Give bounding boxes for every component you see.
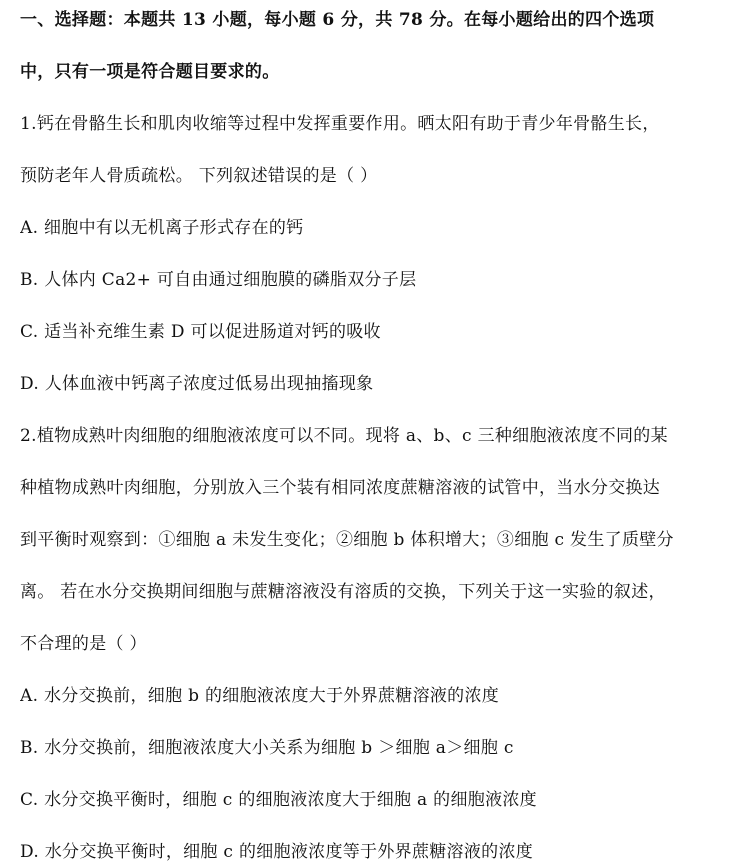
question-2-option-d: D. 水分交换平衡时，细胞 c 的细胞液浓度等于外界蔗糖溶液的浓度 xyxy=(20,842,534,862)
question-2-option-a: A. 水分交换前，细胞 b 的细胞液浓度大于外界蔗糖溶液的浓度 xyxy=(20,686,500,706)
question-1-option-c: C. 适当补充维生素 D 可以促进肠道对钙的吸收 xyxy=(20,322,381,342)
question-2-stem-line: 离。 若在水分交换期间细胞与蔗糖溶液没有溶质的交换，下列关于这一实验的叙述， xyxy=(20,582,666,602)
question-1-option-d: D. 人体血液中钙离子浓度过低易出现抽搐现象 xyxy=(20,374,374,394)
question-2-stem-line: 到平衡时观察到：①细胞 a 未发生变化；②细胞 b 体积增大；③细胞 c 发生了质壁分 xyxy=(20,530,674,550)
instruction-line-1: 一、选择题：本题共 13 小题，每小题 6 分，共 78 分。在每小题给出的四个选项 xyxy=(20,10,655,30)
question-2-stem-line: 种植物成熟叶肉细胞，分别放入三个装有相同浓度蔗糖溶液的试管中，当水分交换达 xyxy=(20,478,661,498)
question-2-stem-line: 不合理的是（ ） xyxy=(20,634,147,654)
question-2-option-b: B. 水分交换前，细胞液浓度大小关系为细胞 b ＞细胞 a＞细胞 c xyxy=(20,738,514,758)
question-1-option-b: B. 人体内 Ca2+ 可自由通过细胞膜的磷脂双分子层 xyxy=(20,270,417,290)
question-1-stem-line: 预防老年人骨质疏松。 下列叙述错误的是（ ） xyxy=(20,166,378,186)
question-1-stem-line: 1.钙在骨骼生长和肌肉收缩等过程中发挥重要作用。晒太阳有助于青少年骨骼生长， xyxy=(20,114,660,134)
instruction-line-2: 中，只有一项是符合题目要求的。 xyxy=(20,62,280,82)
question-1-option-a: A. 细胞中有以无机离子形式存在的钙 xyxy=(20,218,304,238)
question-2-stem-line: 2.植物成熟叶肉细胞的细胞液浓度可以不同。现将 a、b、c 三种细胞液浓度不同的某 xyxy=(20,426,668,446)
question-2-option-c: C. 水分交换平衡时，细胞 c 的细胞液浓度大于细胞 a 的细胞液浓度 xyxy=(20,790,537,810)
